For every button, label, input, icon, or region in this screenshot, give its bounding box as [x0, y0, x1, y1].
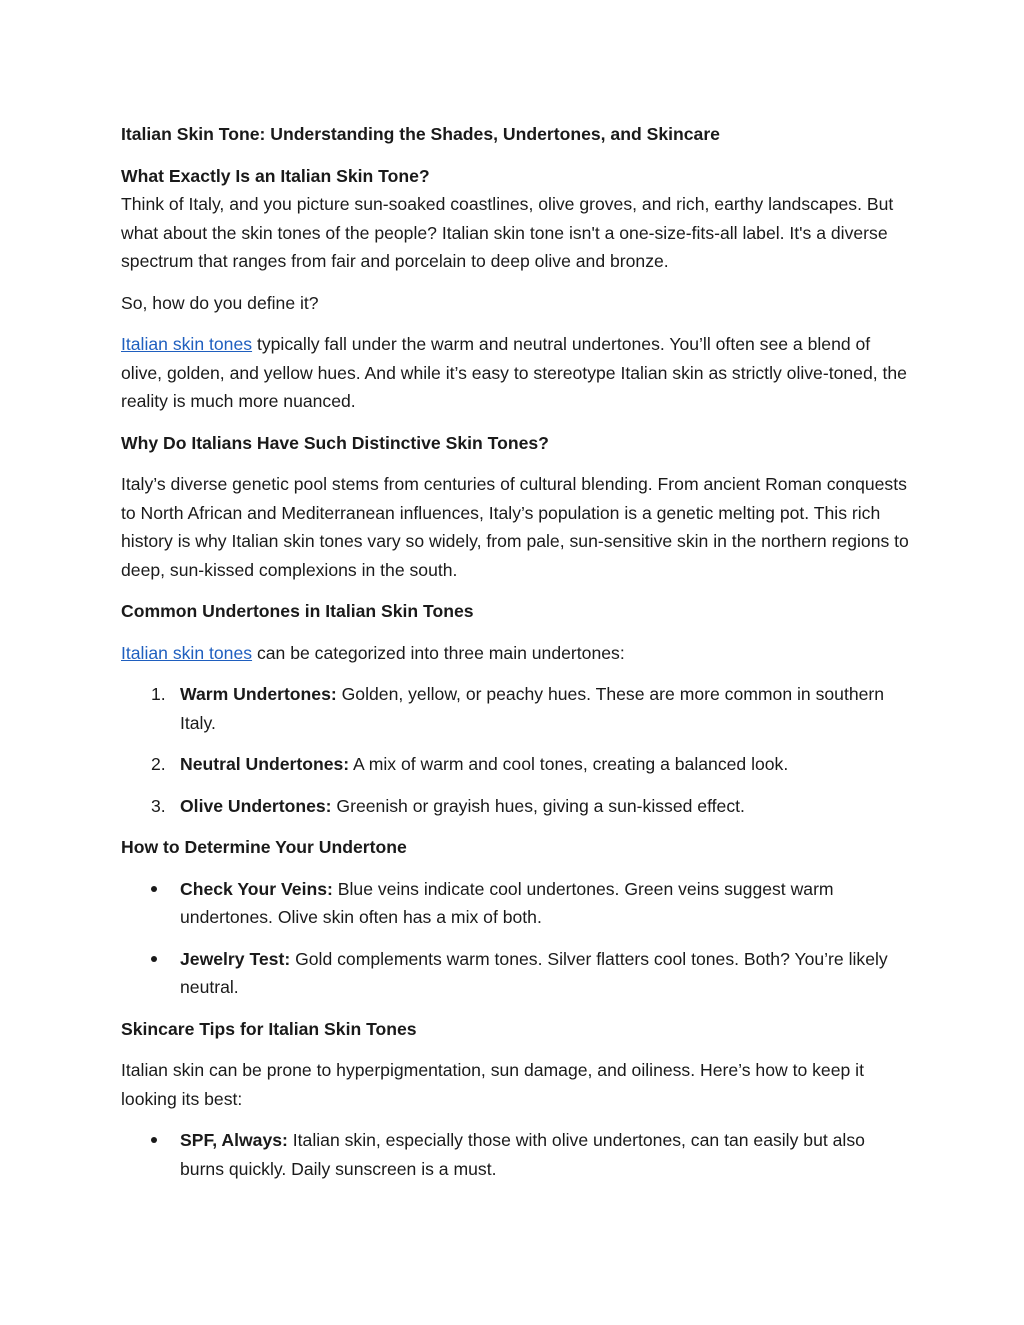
list-item	[121, 750, 910, 779]
list-item-label: Neutral Undertones:	[180, 754, 350, 774]
paragraph-skincare: Italian skin can be prone to hyperpigmentation, sun damage, and oiliness. Here’s how to keep it looking its best:	[121, 1060, 864, 1109]
list-item-text: A mix of warm and cool tones, creating a balanced look.	[349, 754, 789, 774]
bullet-icon	[151, 886, 157, 892]
paragraph-intro: Think of Italy, and you picture sun-soaked coastlines, olive groves, and rich, earthy landscapes. But what about the skin tones of the people? Italian skin tone isn't a one-size-fits-all label. It's a diverse spectrum that ranges from fair and porcelain to deep olive and bronze.	[121, 194, 894, 271]
list-number: 1.	[151, 684, 166, 704]
undertones-numbered-list	[121, 680, 910, 820]
list-item-text: Blue veins indicate cool undertones. Green veins suggest warm undertones. Olive skin often has a mix of both.	[180, 878, 834, 927]
skincare-bullet-list	[121, 1126, 910, 1183]
list-item	[121, 792, 910, 821]
paragraph-text: can be categorized into three main undertones:	[252, 642, 625, 663]
list-item-text: Gold complements warm tones. Silver flatters cool tones. Both? You’re likely neutral.	[180, 948, 888, 997]
list-item	[121, 1126, 910, 1183]
list-item	[121, 680, 910, 737]
list-item-text: Italian skin, especially those with olive undertones, can tan easily but also burns quickly. Daily sunscreen is a must.	[180, 1130, 865, 1179]
section-heading-what-is: What Exactly Is an Italian Skin Tone?	[121, 165, 430, 186]
list-item-label: Olive Undertones:	[180, 795, 332, 816]
section-heading-skincare: Skincare Tips for Italian Skin Tones	[121, 1018, 417, 1039]
section-heading-determine: How to Determine Your Undertone	[121, 837, 407, 857]
list-item	[121, 945, 910, 1002]
list-item-text: Golden, yellow, or peachy hues. These are more common in southern Italy.	[180, 684, 885, 733]
document-title: Italian Skin Tone: Understanding the Shades, Undertones, and Skincare	[121, 124, 720, 144]
list-number: 3.	[151, 795, 166, 816]
list-item-text: Greenish or grayish hues, giving a sun-kissed effect.	[331, 795, 745, 816]
paragraph-genetics: Italy’s diverse genetic pool stems from centuries of cultural blending. From ancient Roman conquests to North African and Mediterranean influences, Italy’s population is a genetic melting pot. This rich history is why Italian skin tones vary so widely, from pale, sun-sensitive skin in the northern regions to deep, sun-kissed complexions in the south.	[121, 474, 909, 580]
section-heading-common-undertones: Common Undertones in Italian Skin Tones	[121, 601, 474, 621]
paragraph-undertones-overview	[121, 330, 910, 416]
list-item	[121, 875, 910, 932]
list-item-label: Check Your Veins:	[180, 878, 333, 899]
paragraph-define: So, how do you define it?	[121, 292, 319, 313]
list-item-label: SPF, Always:	[180, 1130, 288, 1150]
list-item-label: Jewelry Test:	[180, 948, 291, 969]
bullet-icon	[151, 1137, 157, 1143]
italian-skin-tones-link-2[interactable]: Italian skin tones	[121, 642, 253, 663]
list-number: 2.	[151, 754, 166, 774]
bullet-icon	[151, 956, 157, 962]
paragraph-categories	[121, 639, 910, 668]
list-item-label: Warm Undertones:	[180, 684, 337, 704]
determine-bullet-list	[121, 875, 910, 1002]
italian-skin-tones-link[interactable]: Italian skin tones	[121, 334, 253, 354]
section-heading-why: Why Do Italians Have Such Distinctive Skin Tones?	[121, 432, 549, 453]
paragraph-text: typically fall under the warm and neutral undertones. You’ll often see a blend of olive, golden, and yellow hues. And while it’s easy to stereotype Italian skin as strictly olive-toned, the reality is much more nuanced.	[121, 334, 907, 411]
